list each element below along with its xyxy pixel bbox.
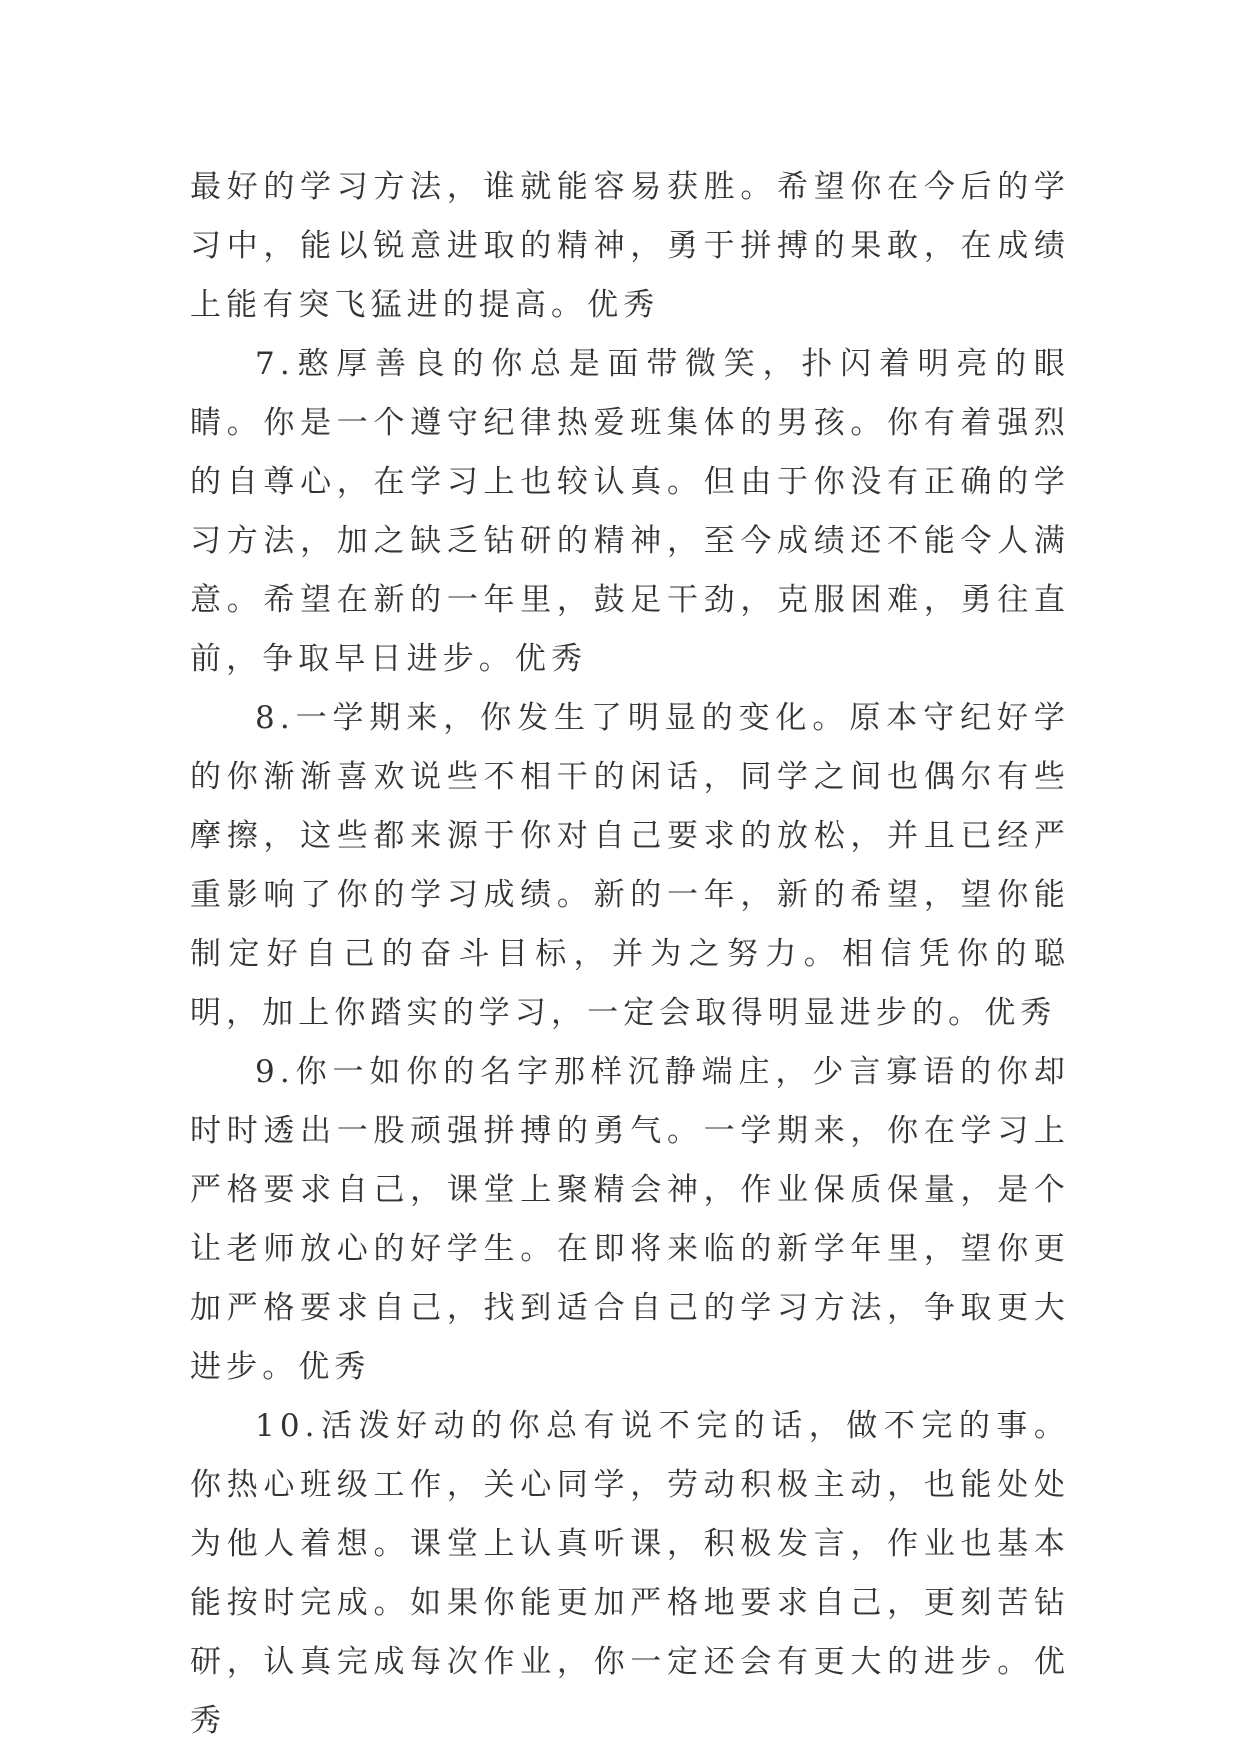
paragraph-continuation: 最好的学习方法，谁就能容易获胜。希望你在今后的学习中，能以锐意进取的精神，勇于拼搏的果敢，在成绩上能有突飞猛进的提高。优秀 bbox=[190, 169, 1070, 323]
paragraph-comment-7: 7.憨厚善良的你总是面带微笑，扑闪着明亮的眼睛。你是一个遵守纪律热爱班集体的男孩。你有着强烈的自尊心，在学习上也较认真。但由于你没有正确的学习方法，加之缺乏钻研的精神，至今成绩还不能令人满意。希望在新的一年里，鼓足干劲，克服困难，勇往直前，争取早日进步。优秀 bbox=[190, 346, 1070, 677]
paragraph-comment-9: 9.你一如你的名字那样沉静端庄，少言寡语的你却时时透出一股顽强拼搏的勇气。一学期来，你在学习上严格要求自己，课堂上聚精会神，作业保质保量，是个让老师放心的好学生。在即将来临的新学年里，望你更加严格要求自己，找到适合自己的学习方法，争取更大进步。优秀 bbox=[190, 1054, 1070, 1385]
document-body bbox=[190, 158, 1070, 1751]
paragraph-comment-10: 10.活泼好动的你总有说不完的话，做不完的事。你热心班级工作，关心同学，劳动积极主动，也能处处为他人着想。课堂上认真听课，积极发言，作业也基本能按时完成。如果你能更加严格地要求自己，更刻苦钻研，认真完成每次作业，你一定还会有更大的进步。优秀 bbox=[190, 1408, 1070, 1739]
paragraph-comment-8: 8.一学期来，你发生了明显的变化。原本守纪好学的你渐渐喜欢说些不相干的闲话，同学之间也偶尔有些摩擦，这些都来源于你对自己要求的放松，并且已经严重影响了你的学习成绩。新的一年，新的希望，望你能制定好自己的奋斗目标，并为之努力。相信凭你的聪明，加上你踏实的学习，一定会取得明显进步的。优秀 bbox=[190, 700, 1070, 1031]
